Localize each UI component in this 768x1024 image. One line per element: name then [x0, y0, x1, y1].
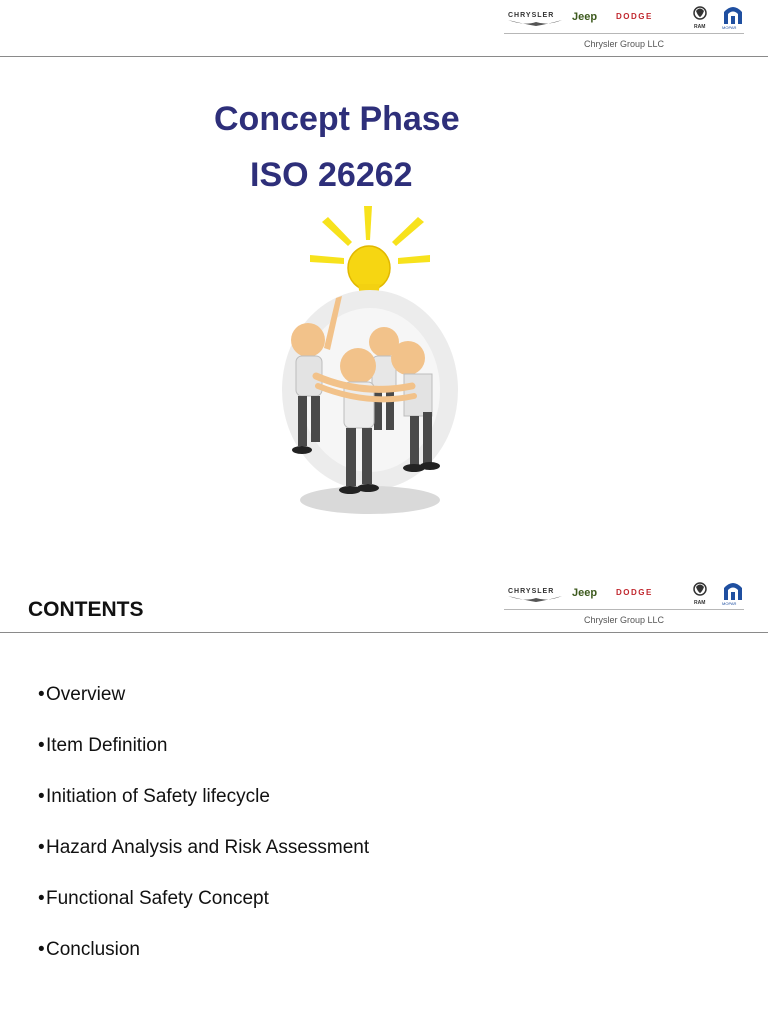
bullet-icon: • [38, 684, 45, 705]
list-item: •Item Definition [38, 735, 168, 756]
bullet-icon: • [38, 939, 45, 960]
header-rule [0, 632, 768, 633]
jeep-logo: Jeep [572, 11, 598, 23]
list-item: •Overview [38, 684, 126, 705]
contents-list [38, 684, 369, 990]
chrysler-logo [508, 588, 562, 602]
brand-divider [504, 33, 744, 34]
dodge-logo: DODGE [616, 12, 653, 21]
list-item: •Hazard Analysis and Risk Assessment [38, 837, 370, 858]
brand-logos [504, 578, 752, 606]
brand-logos [504, 2, 752, 30]
mopar-logo [722, 7, 742, 30]
list-item: •Initiation of Safety lifecycle [38, 786, 270, 807]
bullet-icon: • [38, 837, 45, 858]
chrysler-logo [508, 12, 562, 26]
list-item: •Conclusion [38, 939, 140, 960]
bullet-icon: • [38, 888, 45, 909]
list-item: •Functional Safety Concept [38, 888, 269, 909]
slide-title: Concept Phase [214, 100, 460, 138]
chrysler-logo-text: CHRYSLER [508, 12, 555, 19]
brand-logo-row [504, 2, 752, 30]
brand-logo-row [504, 578, 752, 606]
svg-text:RAM: RAM [694, 600, 706, 606]
slide-contents [0, 576, 768, 1024]
dodge-logo: DODGE [616, 588, 653, 597]
svg-text:MOPAR: MOPAR [722, 601, 737, 606]
brand-divider [504, 609, 744, 610]
chrysler-logo-text: CHRYSLER [508, 588, 555, 595]
brand-caption: Chrysler Group LLC [583, 39, 665, 49]
svg-text:MOPAR: MOPAR [722, 25, 737, 30]
lightbulb-team-illustration [272, 200, 472, 535]
bullet-icon: • [38, 735, 45, 756]
contents-heading: CONTENTS [28, 598, 144, 621]
ram-logo [694, 583, 706, 606]
bullet-icon: • [38, 786, 45, 807]
mopar-logo [722, 583, 742, 606]
ram-logo [694, 7, 706, 30]
slide-subtitle: ISO 26262 [250, 156, 413, 194]
header-rule [0, 56, 768, 57]
jeep-logo: Jeep [572, 587, 598, 599]
brand-caption: Chrysler Group LLC [583, 615, 665, 625]
svg-text:RAM: RAM [694, 24, 706, 30]
